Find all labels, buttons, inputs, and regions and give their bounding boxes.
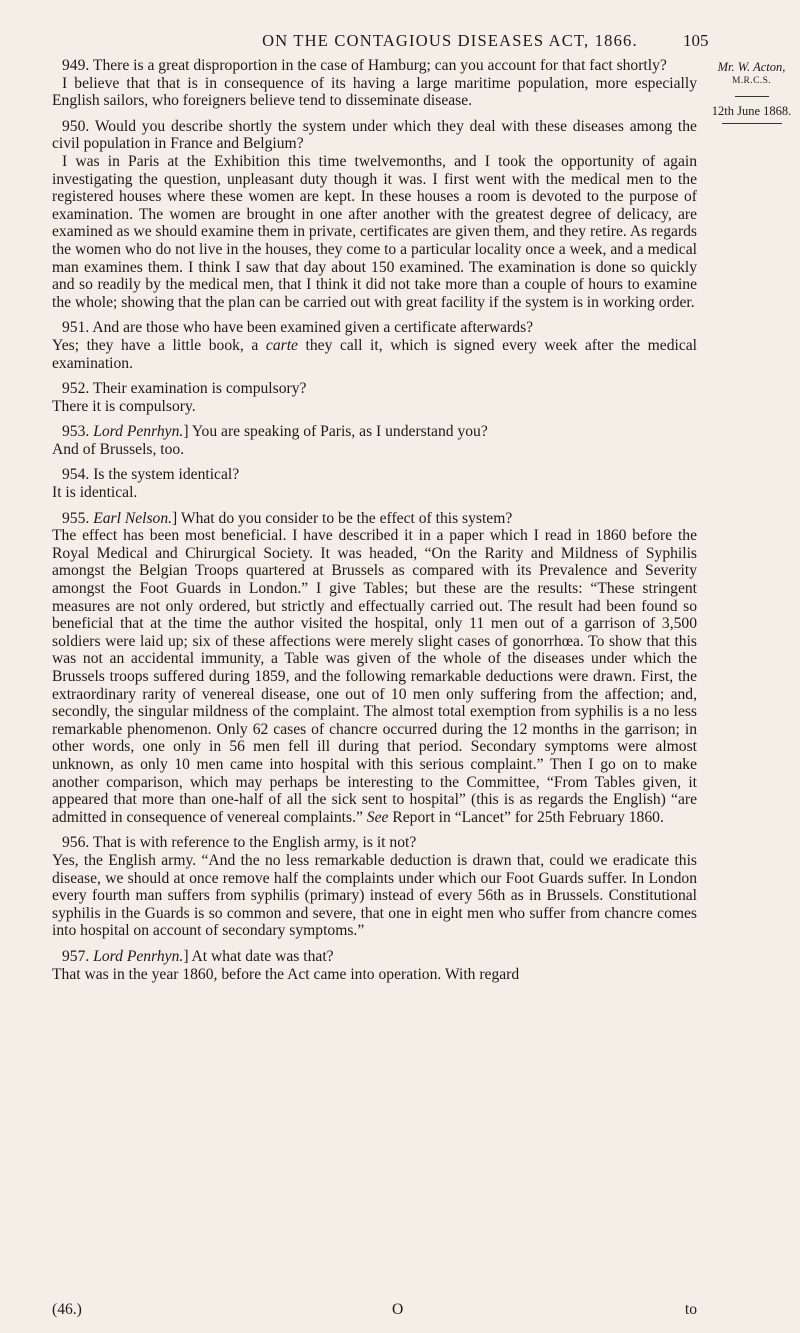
question-text: At what date was that? xyxy=(191,947,334,965)
questioner: Lord Penrhyn. xyxy=(93,423,184,441)
sheet-mark: O xyxy=(392,1301,404,1318)
margin-qualifications: M.R.C.S. xyxy=(731,76,772,86)
question-number: 957. xyxy=(62,947,90,965)
answer-text: they call it, which is signed every week after the medical examination. xyxy=(52,336,697,372)
questioner: Lord Penrhyn. xyxy=(93,947,184,965)
question-text: What do you consider to be the effect of this system? xyxy=(180,509,513,527)
question xyxy=(52,380,697,398)
question-text: And are those who have been examined given a certificate afterwards? xyxy=(92,319,534,337)
answer-paragraph: There it is compulsory. xyxy=(52,397,196,415)
question-number: 951. xyxy=(62,319,90,337)
answer-text: Report in “Lancet” for 25th February 1860. xyxy=(388,808,664,826)
answer-text: The effect has been most beneficial. I have described it in a paper which I read in 1860 before the Royal Medical and Chirurgical Society. It was headed, “On the Rarity and Mildness of Syphilis amongst the Belgian Troops quartered at Brussels as compared with its Prevalence and Severity amongst the Foot Guards in London.” I give Tables; but these are the results: “These stringent measures are not only ordered, but strictly and effectually carried out. The result had been found so beneficial that at the time the author visited the hospital, only 11 men out of a garrison of 3,500 soldiers were laid up; six of these affections were merely slight cases of gonorrhœa. To show that this was not an accidental immunity, a Table was given of the whole of the diseases under which the Brussels troops suffered during 1859, and the following remarkable deductions were drawn. First, the extraordinary rarity of venereal disease, one out of 10 men only suffering from the affection; and, secondly, the singular mildness of the complaint. The almost total exemption from syphilis is a no less remarkable phenomenon. Only 62 cases of chancre occurred during the 12 months in the garrison; in other words, one only in 56 men fell ill during that period. Secondary symptoms were almost unknown, as only 10 men came into hospital with this serious complaint.” Then I go on to make another comparison, which may perhaps be interesting to the Committee, “From Tables given, it appeared that more than one-half of all the sick sent to hospital” (this is as regards the English) “are admitted in consequence of venereal complaints.” xyxy=(52,527,697,826)
question xyxy=(52,834,697,852)
answer-text: Yes; they have a little book, a xyxy=(52,336,266,354)
answer-paragraph xyxy=(52,527,697,826)
margin-rule xyxy=(722,123,782,124)
signature-mark: (46.) xyxy=(52,1301,82,1318)
question xyxy=(52,57,697,75)
testimony-entry xyxy=(52,380,697,415)
answer-paragraph: That was in the year 1860, before the Act came into operation. With regard xyxy=(52,965,520,983)
testimony-entry xyxy=(52,466,697,501)
answer-paragraph: Yes, the English army. “And the no less remarkable deduction is drawn that, could we eradicate this disease, we should at once remove half the complaints under which our Foot Guards suffer. In London every fourth man suffers from syphilis (primary) instead of every 56th as in Brussels. Constitutional syphilis in the Guards is so common and severe, that one in eight men who suffer from chancre comes into hospital on account of secondary symptoms.” xyxy=(52,851,697,940)
question-text: You are speaking of Paris, as I understand you? xyxy=(191,423,488,441)
testimony-entry xyxy=(52,510,697,827)
question xyxy=(52,118,697,153)
running-title: ON THE CONTAGIOUS DISEASES ACT, 1866. xyxy=(262,31,638,50)
margin-rule xyxy=(735,96,769,97)
testimony-body xyxy=(52,57,697,991)
question-number: 954. xyxy=(62,466,90,484)
answer-italic-term: See xyxy=(366,808,389,826)
margin-witness: Mr. W. Acton, xyxy=(717,60,786,74)
answer-paragraph: I was in Paris at the Exhibition this time twelvemonths, and I took the opportunity of again investigating the question, unpleasant duty though it was. I first went with the medical men to the registered houses where these women are kept. In these houses a room is devoted to the purpose of examination. The women are brought in one after another with the greatest degree of delicacy, are examined as we should examine them in private, certificates are given them, and they retire. As regards the women who do not live in the houses, they come to a particular locality once a week, and a medical man examines them. I think I saw that day about 150 examined. The examination is done so quickly and so readily by the medical men, that I think it did not take more than a couple of hours to examine the whole; showing that the plan can be carried out with great facility if the system is in working order. xyxy=(52,152,697,311)
question-text: Their examination is compulsory? xyxy=(92,380,307,398)
question: 953. Lord Penrhyn.] You are speaking of Paris, as I understand you? xyxy=(62,423,488,441)
question-number: 952. xyxy=(62,380,90,398)
margin-note xyxy=(703,60,800,124)
answer-paragraph: And of Brussels, too. xyxy=(52,440,185,458)
question-text: Would you describe shortly the system under which they deal with these diseases among the civil population in France and Belgium? xyxy=(52,117,697,153)
testimony-entry xyxy=(52,948,697,983)
margin-date: 12th June 1868. xyxy=(711,104,792,118)
questioner: Earl Nelson. xyxy=(93,509,173,527)
catchword: to xyxy=(684,1301,697,1318)
question-number: 953. xyxy=(62,423,90,441)
question-text: There is a great disproportion in the case of Hamburg; can you account for that fact shortly? xyxy=(92,57,667,74)
question xyxy=(52,466,697,484)
page-number: 105 xyxy=(683,31,709,50)
answer-paragraph: I believe that that is in consequence of its having a large maritime population, more especially English sailors, who foreigners believe tend to disseminate disease. xyxy=(52,74,697,110)
answer-paragraph xyxy=(52,337,697,372)
answer-paragraph: It is identical. xyxy=(52,484,138,502)
question-number: 949. xyxy=(62,57,90,74)
question-number: 950. xyxy=(62,117,90,135)
testimony-entry xyxy=(52,319,697,372)
question: 957. Lord Penrhyn.] At what date was that? xyxy=(62,947,334,965)
question xyxy=(52,319,697,337)
testimony-entry xyxy=(52,423,697,458)
question-text: That is with reference to the English army, is it not? xyxy=(92,834,417,852)
question-number: 955. xyxy=(62,509,90,527)
testimony-entry xyxy=(52,57,697,110)
question-text: Is the system identical? xyxy=(93,466,240,484)
answer-italic-term: carte xyxy=(265,336,298,354)
question: 955. Earl Nelson.] What do you consider to be the effect of this system? xyxy=(62,509,513,527)
testimony-entry xyxy=(52,118,697,312)
page-footer xyxy=(52,1301,697,1321)
testimony-entry xyxy=(52,834,697,940)
question-number: 956. xyxy=(62,834,90,852)
